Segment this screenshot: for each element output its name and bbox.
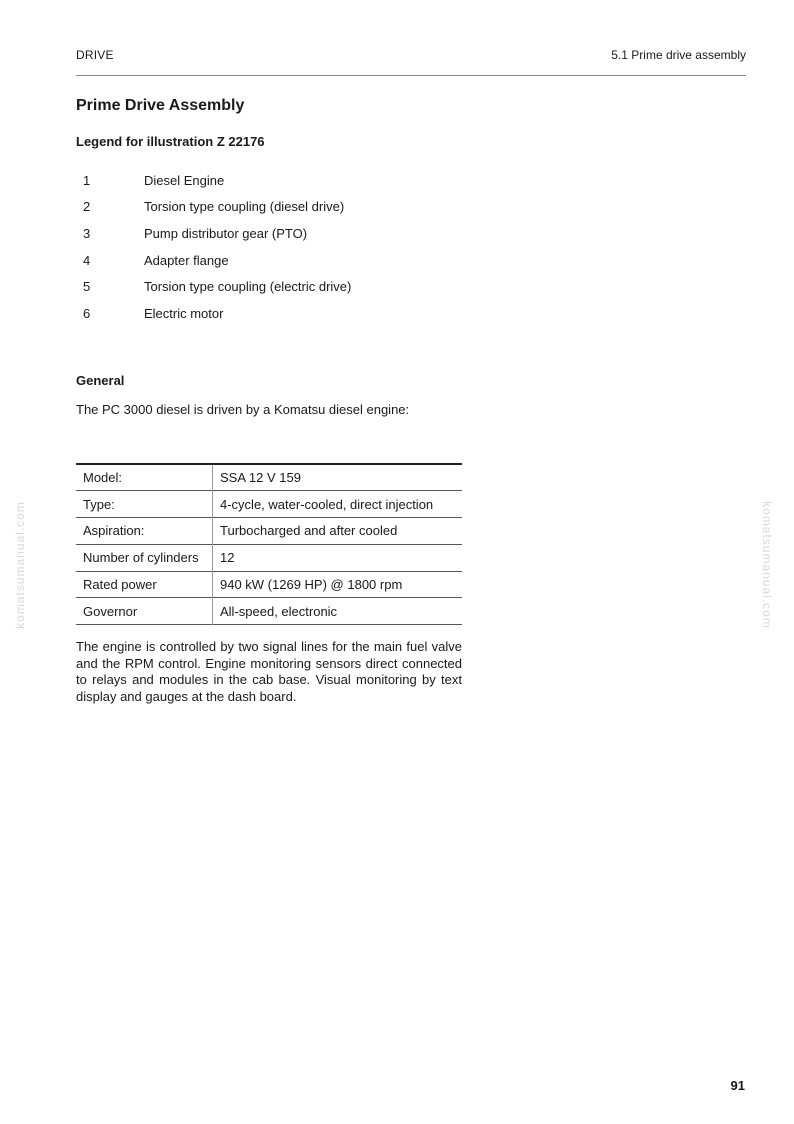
legend-item — [76, 273, 351, 300]
legend-item-number: 1 — [83, 172, 91, 188]
spec-value: 940 kW (1269 HP) @ 1800 rpm — [220, 577, 403, 593]
spec-label: Type: — [76, 491, 213, 518]
legend-item-text: Torsion type coupling (diesel drive) — [144, 199, 345, 215]
engine-spec-table — [76, 463, 462, 625]
spec-value: 4-cycle, water-cooled, direct injection — [220, 496, 434, 512]
legend-item-text: Pump distributor gear (PTO) — [144, 225, 308, 241]
legend-item-number: 6 — [83, 305, 91, 321]
legend-item-number: 2 — [83, 199, 91, 215]
spec-value: All-speed, electronic — [220, 603, 338, 619]
header-subsection: 5.1 Prime drive assembly — [611, 48, 746, 62]
legend-item — [76, 220, 351, 247]
table-row — [76, 518, 462, 545]
legend-item-number: 4 — [83, 252, 91, 268]
legend-item-text: Diesel Engine — [144, 172, 225, 188]
legend-item-text: Electric motor — [144, 305, 224, 321]
spec-value: SSA 12 V 159 — [220, 470, 301, 486]
header-section: DRIVE — [76, 48, 114, 62]
table-row — [76, 571, 462, 598]
spec-label: Model: — [76, 464, 213, 491]
page-number: 91 — [730, 1078, 745, 1093]
spec-label: Governor — [76, 598, 213, 625]
engine-control-paragraph: The engine is controlled by two signal lines for the main fuel valve and the RPM control. Engine monitoring sensors direct connected to relays and modules in the cab base. Visual monitoring by text display and gauges at the dash board. — [76, 639, 462, 704]
legend-item — [76, 247, 351, 274]
watermark-right: komatsumanual.com — [760, 501, 774, 629]
legend-item-number: 5 — [83, 279, 91, 295]
general-intro: The PC 3000 diesel is driven by a Komatsu diesel engine: — [76, 402, 410, 417]
spec-value: Turbocharged and after cooled — [220, 523, 398, 539]
legend-heading: Legend for illustration Z 22176 — [76, 134, 265, 149]
watermark-left: komatsumanual.com — [13, 501, 27, 629]
spec-label: Rated power — [76, 571, 213, 598]
legend-list — [76, 167, 351, 327]
table-row — [76, 598, 462, 625]
page-title: Prime Drive Assembly — [76, 97, 245, 114]
legend-item — [76, 167, 351, 194]
legend-item — [76, 300, 351, 327]
legend-item-text: Adapter flange — [144, 252, 229, 268]
spec-value: 12 — [220, 550, 235, 566]
legend-item-number: 3 — [83, 225, 91, 241]
general-heading: General — [76, 373, 125, 388]
table-row — [76, 464, 462, 491]
legend-item — [76, 194, 351, 221]
spec-label: Aspiration: — [76, 518, 213, 545]
legend-item-text: Torsion type coupling (electric drive) — [144, 279, 352, 295]
table-row — [76, 544, 462, 571]
table-row — [76, 491, 462, 518]
spec-label: Number of cylinders — [76, 544, 213, 571]
header-divider — [76, 75, 746, 76]
